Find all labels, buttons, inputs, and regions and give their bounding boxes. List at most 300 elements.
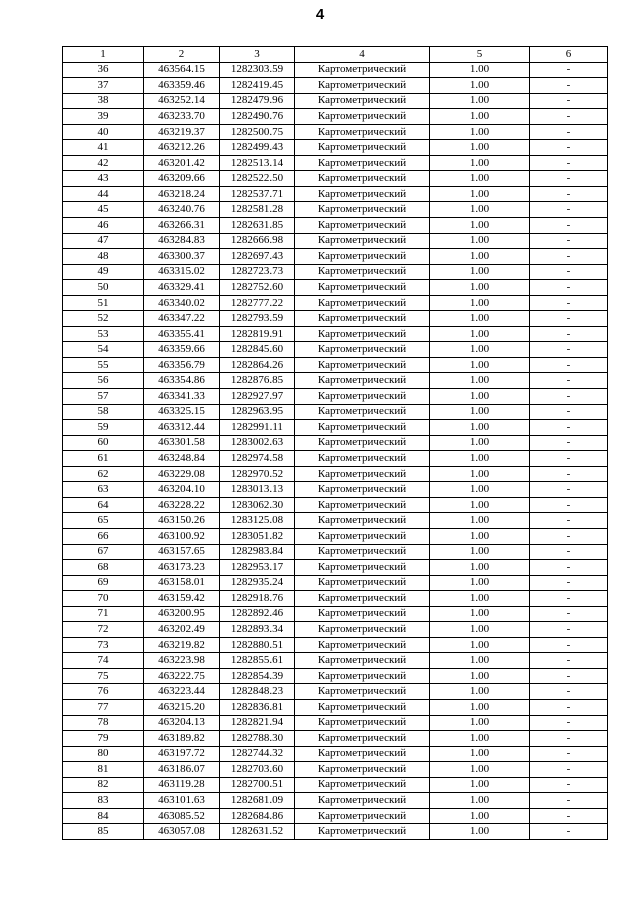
- method-cell: Картометрический: [295, 699, 430, 715]
- accuracy-cell: 1.00: [430, 746, 530, 762]
- x-coordinate-cell: 463356.79: [144, 357, 220, 373]
- accuracy-cell: 1.00: [430, 497, 530, 513]
- accuracy-cell: 1.00: [430, 280, 530, 296]
- x-coordinate-cell: 463359.46: [144, 78, 220, 94]
- point-number-cell: 78: [63, 715, 144, 731]
- point-number-cell: 52: [63, 311, 144, 327]
- note-cell: -: [530, 513, 608, 529]
- point-number-cell: 65: [63, 513, 144, 529]
- table-row: [63, 528, 608, 544]
- table-row: [63, 249, 608, 265]
- y-coordinate-cell: 1283125.08: [220, 513, 295, 529]
- x-coordinate-cell: 463173.23: [144, 560, 220, 576]
- accuracy-cell: 1.00: [430, 622, 530, 638]
- accuracy-cell: 1.00: [430, 404, 530, 420]
- accuracy-cell: 1.00: [430, 202, 530, 218]
- x-coordinate-cell: 463119.28: [144, 777, 220, 793]
- point-number-cell: 54: [63, 342, 144, 358]
- point-number-cell: 38: [63, 93, 144, 109]
- point-number-cell: 45: [63, 202, 144, 218]
- table-row: [63, 731, 608, 747]
- accuracy-cell: 1.00: [430, 528, 530, 544]
- point-number-cell: 49: [63, 264, 144, 280]
- accuracy-cell: 1.00: [430, 311, 530, 327]
- method-cell: Картометрический: [295, 606, 430, 622]
- method-cell: Картометрический: [295, 653, 430, 669]
- y-coordinate-cell: 1282723.73: [220, 264, 295, 280]
- table-row: [63, 109, 608, 125]
- accuracy-cell: 1.00: [430, 124, 530, 140]
- method-cell: Картометрический: [295, 528, 430, 544]
- table-row: [63, 326, 608, 342]
- table-row: [63, 746, 608, 762]
- y-coordinate-cell: 1282631.85: [220, 218, 295, 234]
- accuracy-cell: 1.00: [430, 326, 530, 342]
- y-coordinate-cell: 1282836.81: [220, 699, 295, 715]
- table-row: [63, 155, 608, 171]
- y-coordinate-cell: 1282854.39: [220, 668, 295, 684]
- point-number-cell: 73: [63, 637, 144, 653]
- note-cell: -: [530, 560, 608, 576]
- method-cell: Картометрический: [295, 684, 430, 700]
- note-cell: -: [530, 715, 608, 731]
- table-row: [63, 591, 608, 607]
- note-cell: -: [530, 684, 608, 700]
- accuracy-cell: 1.00: [430, 155, 530, 171]
- note-cell: -: [530, 218, 608, 234]
- note-cell: -: [530, 264, 608, 280]
- accuracy-cell: 1.00: [430, 264, 530, 280]
- point-number-cell: 51: [63, 295, 144, 311]
- y-coordinate-cell: 1282974.58: [220, 451, 295, 467]
- accuracy-cell: 1.00: [430, 824, 530, 840]
- note-cell: -: [530, 357, 608, 373]
- method-cell: Картометрический: [295, 435, 430, 451]
- x-coordinate-cell: 463340.02: [144, 295, 220, 311]
- y-coordinate-cell: 1282880.51: [220, 637, 295, 653]
- note-cell: -: [530, 762, 608, 778]
- table-row: [63, 762, 608, 778]
- accuracy-cell: 1.00: [430, 762, 530, 778]
- x-coordinate-cell: 463157.65: [144, 544, 220, 560]
- note-cell: -: [530, 249, 608, 265]
- point-number-cell: 42: [63, 155, 144, 171]
- accuracy-cell: 1.00: [430, 606, 530, 622]
- point-number-cell: 76: [63, 684, 144, 700]
- y-coordinate-cell: 1282991.11: [220, 420, 295, 436]
- method-cell: Картометрический: [295, 544, 430, 560]
- x-coordinate-cell: 463312.44: [144, 420, 220, 436]
- x-coordinate-cell: 463201.42: [144, 155, 220, 171]
- y-coordinate-cell: 1282303.59: [220, 62, 295, 78]
- table-row: [63, 653, 608, 669]
- x-coordinate-cell: 463355.41: [144, 326, 220, 342]
- accuracy-cell: 1.00: [430, 575, 530, 591]
- y-coordinate-cell: 1282703.60: [220, 762, 295, 778]
- table-row: [63, 482, 608, 498]
- y-coordinate-cell: 1282893.34: [220, 622, 295, 638]
- note-cell: -: [530, 606, 608, 622]
- note-cell: -: [530, 295, 608, 311]
- accuracy-cell: 1.00: [430, 93, 530, 109]
- y-coordinate-cell: 1282855.61: [220, 653, 295, 669]
- y-coordinate-cell: 1282419.45: [220, 78, 295, 94]
- note-cell: -: [530, 171, 608, 187]
- point-number-cell: 37: [63, 78, 144, 94]
- table-row: [63, 699, 608, 715]
- table-row: [63, 637, 608, 653]
- method-cell: Картометрический: [295, 482, 430, 498]
- column-header-2: 2: [144, 47, 220, 63]
- y-coordinate-cell: 1282777.22: [220, 295, 295, 311]
- table-row: [63, 513, 608, 529]
- x-coordinate-cell: 463341.33: [144, 389, 220, 405]
- point-number-cell: 47: [63, 233, 144, 249]
- x-coordinate-cell: 463222.75: [144, 668, 220, 684]
- method-cell: Картометрический: [295, 746, 430, 762]
- x-coordinate-cell: 463228.22: [144, 497, 220, 513]
- method-cell: Картометрический: [295, 715, 430, 731]
- method-cell: Картометрический: [295, 824, 430, 840]
- point-number-cell: 62: [63, 466, 144, 482]
- point-number-cell: 44: [63, 186, 144, 202]
- point-number-cell: 60: [63, 435, 144, 451]
- y-coordinate-cell: 1282537.71: [220, 186, 295, 202]
- y-coordinate-cell: 1282788.30: [220, 731, 295, 747]
- table-row: [63, 715, 608, 731]
- table-row: [63, 575, 608, 591]
- page-number: 4: [315, 6, 325, 23]
- table-row: [63, 202, 608, 218]
- method-cell: Картометрический: [295, 591, 430, 607]
- x-coordinate-cell: 463347.22: [144, 311, 220, 327]
- note-cell: -: [530, 202, 608, 218]
- method-cell: Картометрический: [295, 762, 430, 778]
- method-cell: Картометрический: [295, 420, 430, 436]
- point-number-cell: 41: [63, 140, 144, 156]
- note-cell: -: [530, 637, 608, 653]
- table-row: [63, 295, 608, 311]
- note-cell: -: [530, 777, 608, 793]
- note-cell: -: [530, 528, 608, 544]
- accuracy-cell: 1.00: [430, 731, 530, 747]
- method-cell: Картометрический: [295, 311, 430, 327]
- point-number-cell: 46: [63, 218, 144, 234]
- note-cell: -: [530, 404, 608, 420]
- x-coordinate-cell: 463325.15: [144, 404, 220, 420]
- x-coordinate-cell: 463284.83: [144, 233, 220, 249]
- note-cell: -: [530, 824, 608, 840]
- x-coordinate-cell: 463212.26: [144, 140, 220, 156]
- note-cell: -: [530, 326, 608, 342]
- y-coordinate-cell: 1282821.94: [220, 715, 295, 731]
- note-cell: -: [530, 793, 608, 809]
- method-cell: Картометрический: [295, 808, 430, 824]
- note-cell: -: [530, 420, 608, 436]
- accuracy-cell: 1.00: [430, 560, 530, 576]
- y-coordinate-cell: 1282953.17: [220, 560, 295, 576]
- note-cell: -: [530, 668, 608, 684]
- method-cell: Картометрический: [295, 78, 430, 94]
- x-coordinate-cell: 463229.08: [144, 466, 220, 482]
- x-coordinate-cell: 463223.44: [144, 684, 220, 700]
- table-row: [63, 373, 608, 389]
- method-cell: Картометрический: [295, 622, 430, 638]
- method-cell: Картометрический: [295, 202, 430, 218]
- point-number-cell: 61: [63, 451, 144, 467]
- note-cell: -: [530, 93, 608, 109]
- x-coordinate-cell: 463159.42: [144, 591, 220, 607]
- point-number-cell: 72: [63, 622, 144, 638]
- accuracy-cell: 1.00: [430, 637, 530, 653]
- table-row: [63, 124, 608, 140]
- method-cell: Картометрический: [295, 233, 430, 249]
- point-number-cell: 68: [63, 560, 144, 576]
- x-coordinate-cell: 463189.82: [144, 731, 220, 747]
- point-number-cell: 59: [63, 420, 144, 436]
- table-body: [63, 62, 608, 839]
- table-row: [63, 404, 608, 420]
- method-cell: Картометрический: [295, 109, 430, 125]
- method-cell: Картометрический: [295, 62, 430, 78]
- x-coordinate-cell: 463223.98: [144, 653, 220, 669]
- note-cell: -: [530, 731, 608, 747]
- y-coordinate-cell: 1282500.75: [220, 124, 295, 140]
- point-number-cell: 40: [63, 124, 144, 140]
- table-row: [63, 544, 608, 560]
- accuracy-cell: 1.00: [430, 373, 530, 389]
- y-coordinate-cell: 1282983.84: [220, 544, 295, 560]
- note-cell: -: [530, 497, 608, 513]
- x-coordinate-cell: 463101.63: [144, 793, 220, 809]
- table-row: [63, 435, 608, 451]
- note-cell: -: [530, 373, 608, 389]
- x-coordinate-cell: 463057.08: [144, 824, 220, 840]
- method-cell: Картометрический: [295, 668, 430, 684]
- y-coordinate-cell: 1282700.51: [220, 777, 295, 793]
- x-coordinate-cell: 463219.37: [144, 124, 220, 140]
- x-coordinate-cell: 463200.95: [144, 606, 220, 622]
- y-coordinate-cell: 1282876.85: [220, 373, 295, 389]
- accuracy-cell: 1.00: [430, 793, 530, 809]
- x-coordinate-cell: 463252.14: [144, 93, 220, 109]
- table-row: [63, 560, 608, 576]
- column-header-1: 1: [63, 47, 144, 63]
- x-coordinate-cell: 463266.31: [144, 218, 220, 234]
- method-cell: Картометрический: [295, 342, 430, 358]
- table-row: [63, 824, 608, 840]
- x-coordinate-cell: 463301.58: [144, 435, 220, 451]
- point-number-cell: 56: [63, 373, 144, 389]
- note-cell: -: [530, 622, 608, 638]
- table-header-row: [63, 47, 608, 63]
- column-header-6: 6: [530, 47, 608, 63]
- y-coordinate-cell: 1282697.43: [220, 249, 295, 265]
- method-cell: Картометрический: [295, 186, 430, 202]
- y-coordinate-cell: 1282918.76: [220, 591, 295, 607]
- accuracy-cell: 1.00: [430, 295, 530, 311]
- accuracy-cell: 1.00: [430, 420, 530, 436]
- accuracy-cell: 1.00: [430, 249, 530, 265]
- table-row: [63, 171, 608, 187]
- method-cell: Картометрический: [295, 513, 430, 529]
- table-row: [63, 218, 608, 234]
- table-row: [63, 62, 608, 78]
- method-cell: Картометрический: [295, 731, 430, 747]
- point-number-cell: 53: [63, 326, 144, 342]
- note-cell: -: [530, 591, 608, 607]
- table-row: [63, 466, 608, 482]
- y-coordinate-cell: 1282490.76: [220, 109, 295, 125]
- accuracy-cell: 1.00: [430, 653, 530, 669]
- y-coordinate-cell: 1282581.28: [220, 202, 295, 218]
- x-coordinate-cell: 463315.02: [144, 264, 220, 280]
- point-number-cell: 63: [63, 482, 144, 498]
- method-cell: Картометрический: [295, 404, 430, 420]
- accuracy-cell: 1.00: [430, 435, 530, 451]
- method-cell: Картометрический: [295, 218, 430, 234]
- method-cell: Картометрический: [295, 249, 430, 265]
- note-cell: -: [530, 280, 608, 296]
- point-number-cell: 55: [63, 357, 144, 373]
- accuracy-cell: 1.00: [430, 233, 530, 249]
- method-cell: Картометрический: [295, 373, 430, 389]
- y-coordinate-cell: 1283002.63: [220, 435, 295, 451]
- y-coordinate-cell: 1282744.32: [220, 746, 295, 762]
- method-cell: Картометрический: [295, 777, 430, 793]
- note-cell: -: [530, 653, 608, 669]
- x-coordinate-cell: 463218.24: [144, 186, 220, 202]
- table-row: [63, 357, 608, 373]
- y-coordinate-cell: 1282848.23: [220, 684, 295, 700]
- accuracy-cell: 1.00: [430, 466, 530, 482]
- point-number-cell: 85: [63, 824, 144, 840]
- coordinates-table: [62, 46, 608, 840]
- note-cell: -: [530, 342, 608, 358]
- method-cell: Картометрический: [295, 326, 430, 342]
- method-cell: Картометрический: [295, 560, 430, 576]
- method-cell: Картометрический: [295, 264, 430, 280]
- column-header-4: 4: [295, 47, 430, 63]
- y-coordinate-cell: 1282864.26: [220, 357, 295, 373]
- y-coordinate-cell: 1282845.60: [220, 342, 295, 358]
- point-number-cell: 74: [63, 653, 144, 669]
- x-coordinate-cell: 463204.10: [144, 482, 220, 498]
- x-coordinate-cell: 463359.66: [144, 342, 220, 358]
- y-coordinate-cell: 1282513.14: [220, 155, 295, 171]
- point-number-cell: 82: [63, 777, 144, 793]
- method-cell: Картометрический: [295, 793, 430, 809]
- y-coordinate-cell: 1282892.46: [220, 606, 295, 622]
- column-header-3: 3: [220, 47, 295, 63]
- y-coordinate-cell: 1282522.50: [220, 171, 295, 187]
- y-coordinate-cell: 1282935.24: [220, 575, 295, 591]
- x-coordinate-cell: 463329.41: [144, 280, 220, 296]
- note-cell: -: [530, 575, 608, 591]
- method-cell: Картометрический: [295, 124, 430, 140]
- point-number-cell: 83: [63, 793, 144, 809]
- point-number-cell: 50: [63, 280, 144, 296]
- note-cell: -: [530, 451, 608, 467]
- point-number-cell: 66: [63, 528, 144, 544]
- table-row: [63, 93, 608, 109]
- x-coordinate-cell: 463233.70: [144, 109, 220, 125]
- table-row: [63, 186, 608, 202]
- table-row: [63, 622, 608, 638]
- point-number-cell: 75: [63, 668, 144, 684]
- y-coordinate-cell: 1282819.91: [220, 326, 295, 342]
- accuracy-cell: 1.00: [430, 684, 530, 700]
- accuracy-cell: 1.00: [430, 62, 530, 78]
- x-coordinate-cell: 463158.01: [144, 575, 220, 591]
- x-coordinate-cell: 463204.13: [144, 715, 220, 731]
- table-row: [63, 311, 608, 327]
- x-coordinate-cell: 463186.07: [144, 762, 220, 778]
- x-coordinate-cell: 463150.26: [144, 513, 220, 529]
- table-row: [63, 451, 608, 467]
- accuracy-cell: 1.00: [430, 699, 530, 715]
- table-row: [63, 140, 608, 156]
- accuracy-cell: 1.00: [430, 808, 530, 824]
- method-cell: Картометрический: [295, 280, 430, 296]
- method-cell: Картометрический: [295, 171, 430, 187]
- point-number-cell: 58: [63, 404, 144, 420]
- note-cell: -: [530, 62, 608, 78]
- note-cell: -: [530, 746, 608, 762]
- accuracy-cell: 1.00: [430, 591, 530, 607]
- method-cell: Картометрический: [295, 575, 430, 591]
- point-number-cell: 80: [63, 746, 144, 762]
- point-number-cell: 77: [63, 699, 144, 715]
- x-coordinate-cell: 463564.15: [144, 62, 220, 78]
- y-coordinate-cell: 1282793.59: [220, 311, 295, 327]
- accuracy-cell: 1.00: [430, 357, 530, 373]
- note-cell: -: [530, 544, 608, 560]
- y-coordinate-cell: 1282681.09: [220, 793, 295, 809]
- column-header-5: 5: [430, 47, 530, 63]
- method-cell: Картометрический: [295, 93, 430, 109]
- point-number-cell: 64: [63, 497, 144, 513]
- accuracy-cell: 1.00: [430, 342, 530, 358]
- method-cell: Картометрический: [295, 389, 430, 405]
- x-coordinate-cell: 463197.72: [144, 746, 220, 762]
- y-coordinate-cell: 1282752.60: [220, 280, 295, 296]
- x-coordinate-cell: 463240.76: [144, 202, 220, 218]
- table-row: [63, 606, 608, 622]
- point-number-cell: 79: [63, 731, 144, 747]
- x-coordinate-cell: 463100.92: [144, 528, 220, 544]
- note-cell: -: [530, 109, 608, 125]
- table-row: [63, 808, 608, 824]
- note-cell: -: [530, 140, 608, 156]
- y-coordinate-cell: 1283051.82: [220, 528, 295, 544]
- y-coordinate-cell: 1283013.13: [220, 482, 295, 498]
- point-number-cell: 67: [63, 544, 144, 560]
- table-row: [63, 684, 608, 700]
- y-coordinate-cell: 1283062.30: [220, 497, 295, 513]
- accuracy-cell: 1.00: [430, 140, 530, 156]
- x-coordinate-cell: 463354.86: [144, 373, 220, 389]
- accuracy-cell: 1.00: [430, 544, 530, 560]
- y-coordinate-cell: 1282631.52: [220, 824, 295, 840]
- point-number-cell: 36: [63, 62, 144, 78]
- y-coordinate-cell: 1282963.95: [220, 404, 295, 420]
- point-number-cell: 43: [63, 171, 144, 187]
- accuracy-cell: 1.00: [430, 78, 530, 94]
- method-cell: Картометрический: [295, 451, 430, 467]
- note-cell: -: [530, 124, 608, 140]
- table-row: [63, 420, 608, 436]
